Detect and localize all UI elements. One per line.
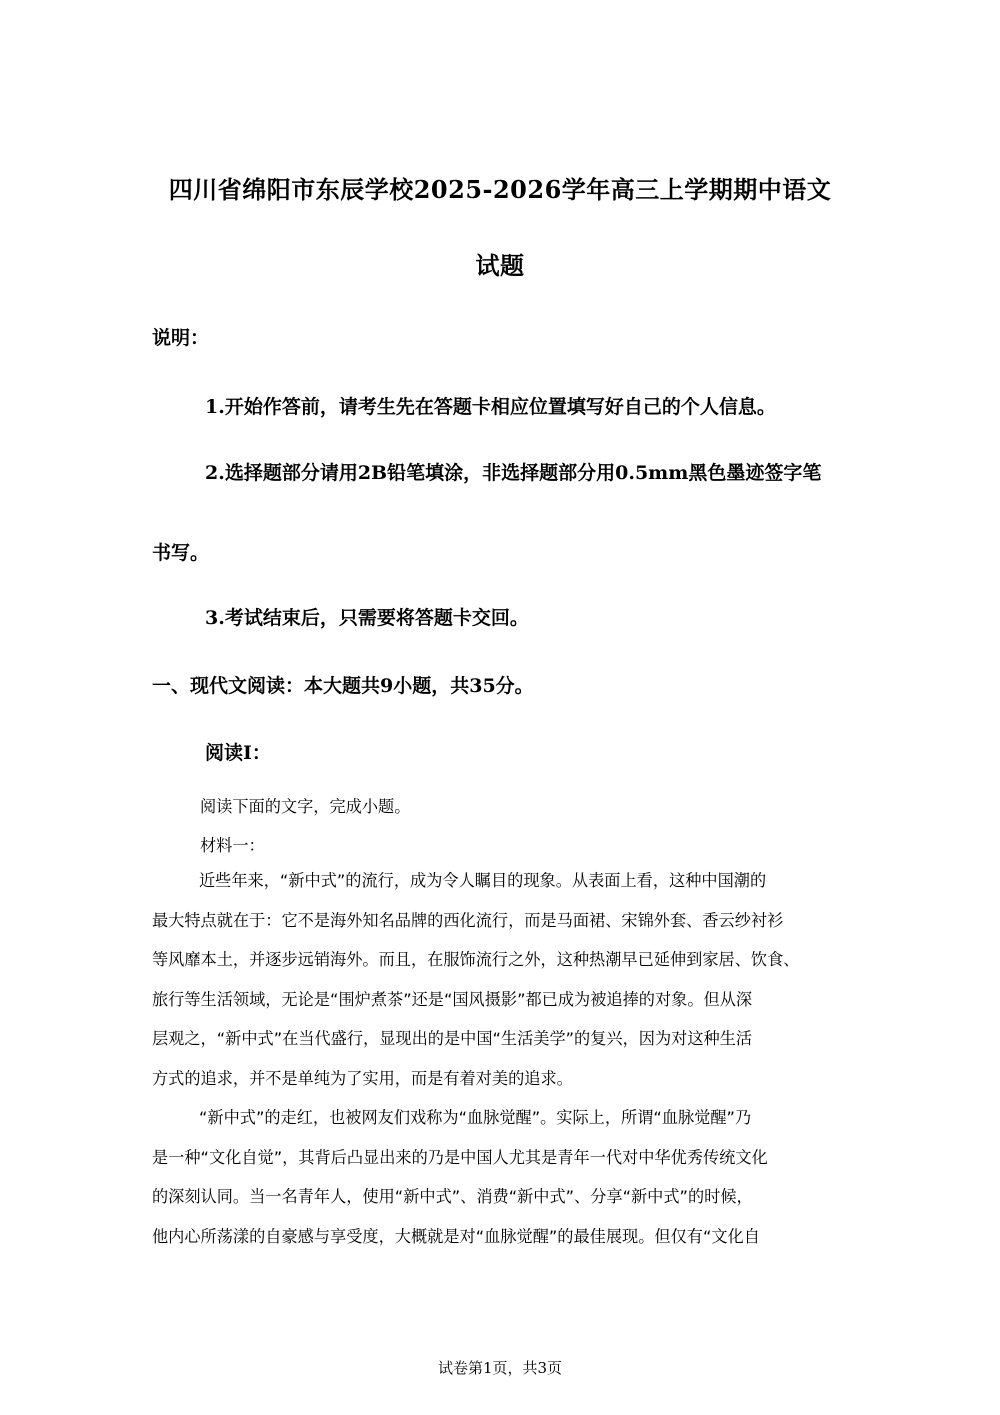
section-heading: 一、现代文阅读：本大题共9小题，共35分。	[152, 675, 534, 697]
paragraph-line: 的深刻认同。当一名青年人，使用“新中式”、消费“新中式”、分享“新中式”的时候，	[152, 1187, 753, 1207]
exam-title-continued: 试题	[475, 251, 525, 280]
paragraph-line: “新中式”的走红，也被网友们戏称为“血脉觉醒”。实际上，所谓“血脉觉醒”乃	[199, 1108, 752, 1127]
material-paragraph-1	[152, 861, 852, 1099]
paragraph-line: 层观之，“新中式”在当代盛行，显现出的是中国“生活美学”的复兴，因为对这种生活	[152, 1029, 753, 1049]
instruction-item-3: 3.考试结束后，只需要将答题卡交回。	[205, 607, 529, 629]
page-footer: 试卷第1页，共3页	[437, 1359, 563, 1377]
material-paragraph-2	[152, 1098, 852, 1256]
instruction-item-2: 2.选择题部分请用2B铅笔填涂，非选择题部分用0.5mm黑色墨迹签字笔	[205, 462, 822, 484]
material-label: 材料一：	[200, 836, 265, 855]
reading-prompt: 阅读下面的文字，完成小题。	[200, 797, 411, 816]
paragraph-line: 方式的追求，并不是单纯为了实用，而是有着对美的追求。	[152, 1068, 573, 1088]
paragraph-line: 近些年来，“新中式”的流行，成为令人瞩目的现象。从表面上看，这种中国潮的	[199, 871, 767, 890]
paragraph-line: 是一种“文化自觉”，其背后凸显出来的乃是中国人尤其是青年一代对中华优秀传统文化	[152, 1147, 768, 1167]
paragraph-line: 最大特点就在于：它不是海外知名品牌的西化流行，而是马面裙、宋锦外套、香云纱衬衫	[152, 910, 784, 930]
paragraph-line: 等风靡本土，并逐步远销海外。而且，在服饰流行之外，这种热潮早已延伸到家居、饮食、	[152, 950, 800, 970]
paragraph-line: 旅行等生活领域，无论是“围炉煮茶”还是“国风摄影”都已成为被追捧的对象。但从深	[152, 989, 753, 1009]
instruction-item-2-continued: 书写。	[152, 542, 210, 564]
exam-title: 四川省绵阳市东辰学校2025-2026学年高三上学期期中语文	[168, 175, 832, 204]
paragraph-line: 他内心所荡漾的自豪感与享受度，大概就是对“血脉觉醒”的最佳展现。但仅有“文化自	[152, 1226, 760, 1246]
instructions-heading: 说明：	[152, 327, 210, 349]
instruction-item-1: 1.开始作答前，请考生先在答题卡相应位置填写好自己的个人信息。	[205, 396, 776, 418]
reading-label: 阅读I：	[205, 742, 271, 764]
